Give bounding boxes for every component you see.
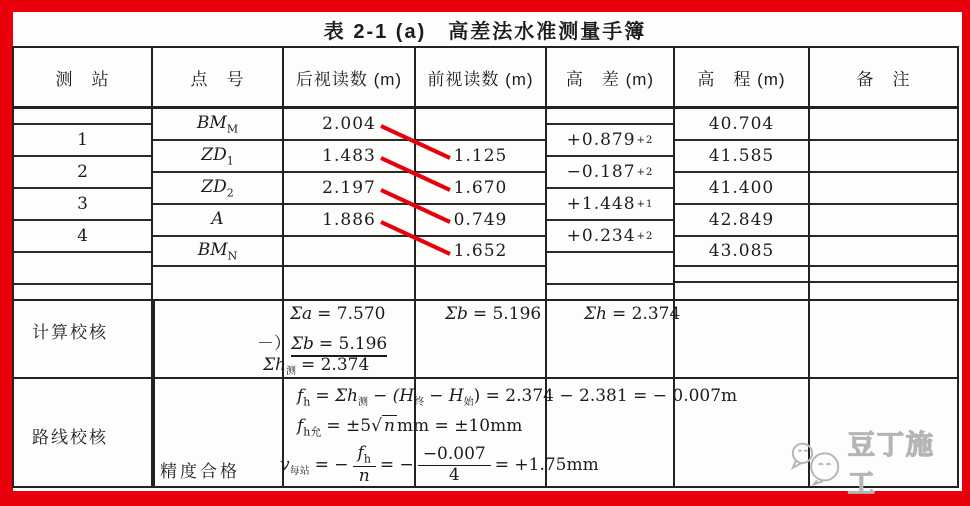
point-cell-empty: [153, 267, 282, 299]
calc-check-section: [14, 299, 957, 377]
header-station: 测 站: [14, 48, 151, 109]
sum-foresight: Σb = 5.196: [445, 304, 542, 324]
red-frame-right: [962, 0, 970, 506]
foresight-value: 1.125: [416, 141, 545, 173]
subtract-line: －）Σb = 5.196: [257, 329, 387, 354]
point-name: A: [153, 205, 282, 237]
height-diff-value: +0.879 +2: [547, 125, 673, 157]
station-cell: 2: [14, 157, 151, 189]
backsight-value: [284, 237, 414, 267]
point-name: $ZD_1$: [153, 141, 282, 173]
header-point: 点 号: [153, 48, 282, 109]
backsight-value: 2.197: [284, 173, 414, 205]
header-foresight: 前视读数 (m): [416, 48, 545, 109]
sum-backsight: Σa = 7.570: [290, 304, 386, 324]
point-name: $ZD_2$: [153, 173, 282, 205]
backsight-value: 1.483: [284, 141, 414, 173]
allowable-error-formula: $f_{h允} = \pm 5√$ n mm = ±10mm: [297, 416, 523, 439]
height-diff-value: +1.448 +1: [547, 189, 673, 221]
remark-cell: [810, 237, 957, 267]
red-frame-top: [0, 0, 970, 12]
station-cell: 4: [14, 221, 151, 253]
watermark-logo-icon: [788, 438, 848, 486]
foresight-value: [416, 109, 545, 141]
header-elevation: 高 程 (m): [675, 48, 808, 109]
closure-error-formula: $f_h = \Sigma h_测 - (H_终 - H_始) = 2.374 - 2.381$ = − 0.007m: [297, 386, 738, 409]
sum-height-diff: Σh = 2.374: [584, 304, 681, 324]
backsight-value: 1.886: [284, 205, 414, 237]
watermark-text: 豆丁施工: [847, 430, 935, 499]
correction-formula: $v_{每站}$ = − $\frac{f_h}{n}$ = − $\frac{-0.007}{4}$ = +1.75mm: [280, 443, 599, 486]
header-height-diff: 高 差 (m): [547, 48, 673, 109]
elevation-value: 41.585: [675, 141, 808, 173]
red-frame-bottom: [0, 491, 970, 506]
remark-cell: [810, 141, 957, 173]
elevation-cell-empty: [675, 283, 808, 299]
precision-label: 精度合格: [160, 462, 240, 481]
station-cell: 1: [14, 125, 151, 157]
foresight-value: 1.652: [416, 237, 545, 267]
remark-cell: [810, 109, 957, 141]
leveling-table: [12, 46, 959, 488]
station-cell: 3: [14, 189, 151, 221]
foresight-value: 0.749: [416, 205, 545, 237]
elevation-value: 43.085: [675, 237, 808, 267]
remark-cell-empty: [810, 283, 957, 299]
section-divider: [153, 379, 155, 486]
remark-cell: [810, 173, 957, 205]
header-remarks: 备 注: [810, 48, 957, 109]
elevation-value: 40.704: [675, 109, 808, 141]
foresight-cell-empty: [416, 267, 545, 299]
sqrt-icon: √: [371, 416, 382, 436]
foresight-value: 1.670: [416, 173, 545, 205]
height-diff-value: −0.187 +2: [547, 157, 673, 189]
height-diff-value: +0.234 +2: [547, 221, 673, 253]
remark-cell: [810, 205, 957, 237]
measured-sum-line: $\Sigma h_测 = 2.374$: [263, 355, 370, 377]
watermark: [788, 430, 960, 499]
station-cell-empty: [14, 109, 151, 125]
point-name: $BM_N$: [153, 237, 282, 267]
page-title: 表 2-1 (a) 高差法水准测量手簿: [323, 21, 647, 43]
elevation-value: 41.400: [675, 173, 808, 205]
elevation-cell-empty: [675, 267, 808, 283]
station-cell-empty: [14, 285, 151, 299]
section-divider: [153, 301, 155, 377]
height-diff-cell-empty: [547, 109, 673, 125]
height-diff-cell-empty: [547, 285, 673, 299]
height-diff-cell-empty: [547, 253, 673, 285]
backsight-value: 2.004: [284, 109, 414, 141]
backsight-cell-empty: [284, 267, 414, 299]
calc-check-label: 计算校核: [32, 323, 108, 342]
elevation-value: 42.849: [675, 205, 808, 237]
station-cell-empty: [14, 253, 151, 285]
route-check-label: 路线校核: [32, 428, 108, 447]
point-name: $BM_M$: [153, 109, 282, 141]
remark-cell-empty: [810, 267, 957, 283]
header-backsight: 后视读数 (m): [284, 48, 414, 109]
